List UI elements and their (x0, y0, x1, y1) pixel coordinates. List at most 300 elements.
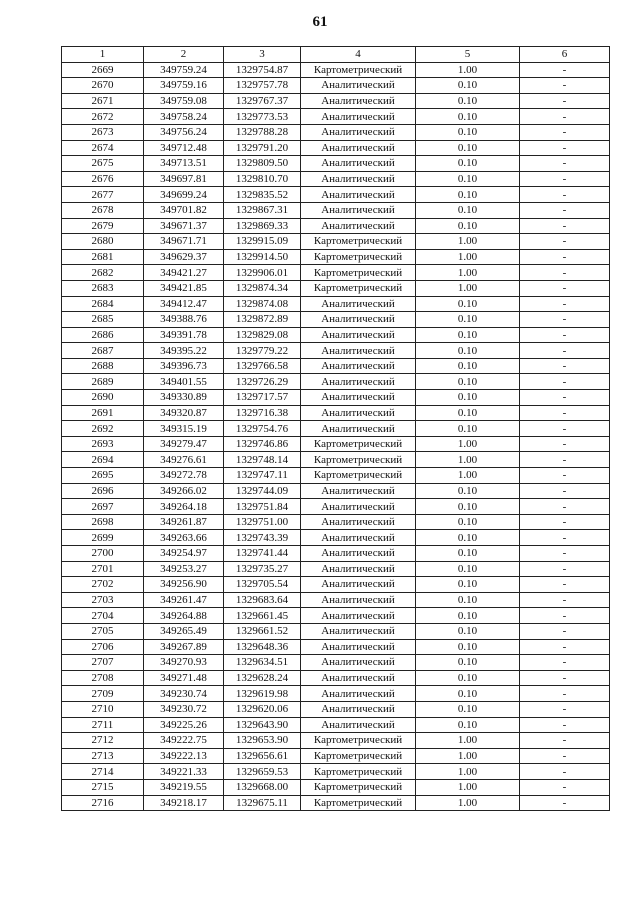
accuracy-cell: 0.10 (416, 421, 520, 437)
point-number-cell: 2685 (62, 312, 144, 328)
method-cell: Аналитический (301, 78, 416, 94)
x-coordinate-cell: 349279.47 (144, 436, 224, 452)
point-number-cell: 2713 (62, 748, 144, 764)
table-row (62, 623, 610, 639)
table-row (62, 234, 610, 250)
table-row (62, 639, 610, 655)
table-row (62, 748, 610, 764)
y-coordinate-cell: 1329741.44 (224, 546, 301, 562)
note-cell: - (520, 452, 610, 468)
point-number-cell: 2679 (62, 218, 144, 234)
point-number-cell: 2683 (62, 280, 144, 296)
y-coordinate-cell: 1329914.50 (224, 249, 301, 265)
method-cell: Картометрический (301, 436, 416, 452)
note-cell: - (520, 592, 610, 608)
y-coordinate-cell: 1329735.27 (224, 561, 301, 577)
table-row (62, 764, 610, 780)
note-cell: - (520, 280, 610, 296)
table-row (62, 327, 610, 343)
table-row (62, 717, 610, 733)
accuracy-cell: 0.10 (416, 140, 520, 156)
table-row (62, 296, 610, 312)
x-coordinate-cell: 349230.74 (144, 686, 224, 702)
table-row (62, 592, 610, 608)
x-coordinate-cell: 349261.47 (144, 592, 224, 608)
accuracy-cell: 0.10 (416, 623, 520, 639)
method-cell: Картометрический (301, 265, 416, 281)
note-cell: - (520, 670, 610, 686)
table-row (62, 608, 610, 624)
method-cell: Аналитический (301, 686, 416, 702)
method-cell: Аналитический (301, 499, 416, 515)
method-cell: Картометрический (301, 779, 416, 795)
coordinates-table (61, 46, 610, 811)
point-number-cell: 2680 (62, 234, 144, 250)
x-coordinate-cell: 349671.71 (144, 234, 224, 250)
y-coordinate-cell: 1329620.06 (224, 701, 301, 717)
x-coordinate-cell: 349221.33 (144, 764, 224, 780)
accuracy-cell: 0.10 (416, 639, 520, 655)
method-cell: Аналитический (301, 374, 416, 390)
accuracy-cell: 0.10 (416, 561, 520, 577)
method-cell: Аналитический (301, 655, 416, 671)
accuracy-cell: 0.10 (416, 483, 520, 499)
note-cell: - (520, 234, 610, 250)
note-cell: - (520, 733, 610, 749)
point-number-cell: 2693 (62, 436, 144, 452)
y-coordinate-cell: 1329648.36 (224, 639, 301, 655)
note-cell: - (520, 764, 610, 780)
table-row (62, 218, 610, 234)
x-coordinate-cell: 349263.66 (144, 530, 224, 546)
method-cell: Аналитический (301, 670, 416, 686)
x-coordinate-cell: 349225.26 (144, 717, 224, 733)
table-row (62, 499, 610, 515)
table-row (62, 405, 610, 421)
method-cell: Картометрический (301, 249, 416, 265)
note-cell: - (520, 265, 610, 281)
method-cell: Картометрический (301, 748, 416, 764)
note-cell: - (520, 124, 610, 140)
column-header: 3 (224, 47, 301, 63)
method-cell: Картометрический (301, 280, 416, 296)
y-coordinate-cell: 1329653.90 (224, 733, 301, 749)
x-coordinate-cell: 349253.27 (144, 561, 224, 577)
y-coordinate-cell: 1329726.29 (224, 374, 301, 390)
x-coordinate-cell: 349261.87 (144, 514, 224, 530)
table-row (62, 280, 610, 296)
table-row (62, 577, 610, 593)
point-number-cell: 2714 (62, 764, 144, 780)
y-coordinate-cell: 1329906.01 (224, 265, 301, 281)
table-row (62, 421, 610, 437)
y-coordinate-cell: 1329766.58 (224, 358, 301, 374)
x-coordinate-cell: 349330.89 (144, 390, 224, 406)
point-number-cell: 2675 (62, 156, 144, 172)
x-coordinate-cell: 349222.75 (144, 733, 224, 749)
note-cell: - (520, 701, 610, 717)
point-number-cell: 2703 (62, 592, 144, 608)
accuracy-cell: 0.10 (416, 124, 520, 140)
method-cell: Картометрический (301, 468, 416, 484)
note-cell: - (520, 312, 610, 328)
note-cell: - (520, 421, 610, 437)
x-coordinate-cell: 349412.47 (144, 296, 224, 312)
note-cell: - (520, 156, 610, 172)
point-number-cell: 2700 (62, 546, 144, 562)
method-cell: Аналитический (301, 530, 416, 546)
y-coordinate-cell: 1329746.86 (224, 436, 301, 452)
method-cell: Аналитический (301, 546, 416, 562)
method-cell: Аналитический (301, 93, 416, 109)
accuracy-cell: 0.10 (416, 546, 520, 562)
y-coordinate-cell: 1329829.08 (224, 327, 301, 343)
y-coordinate-cell: 1329754.87 (224, 62, 301, 78)
y-coordinate-cell: 1329754.76 (224, 421, 301, 437)
note-cell: - (520, 390, 610, 406)
accuracy-cell: 0.10 (416, 592, 520, 608)
page-number: 61 (312, 14, 328, 30)
note-cell: - (520, 358, 610, 374)
y-coordinate-cell: 1329788.28 (224, 124, 301, 140)
method-cell: Картометрический (301, 795, 416, 811)
note-cell: - (520, 468, 610, 484)
point-number-cell: 2694 (62, 452, 144, 468)
method-cell: Аналитический (301, 343, 416, 359)
y-coordinate-cell: 1329757.78 (224, 78, 301, 94)
x-coordinate-cell: 349218.17 (144, 795, 224, 811)
y-coordinate-cell: 1329675.11 (224, 795, 301, 811)
method-cell: Аналитический (301, 639, 416, 655)
point-number-cell: 2671 (62, 93, 144, 109)
x-coordinate-cell: 349271.48 (144, 670, 224, 686)
accuracy-cell: 1.00 (416, 733, 520, 749)
point-number-cell: 2678 (62, 202, 144, 218)
point-number-cell: 2686 (62, 327, 144, 343)
point-number-cell: 2695 (62, 468, 144, 484)
x-coordinate-cell: 349759.16 (144, 78, 224, 94)
table-row (62, 265, 610, 281)
accuracy-cell: 0.10 (416, 187, 520, 203)
x-coordinate-cell: 349629.37 (144, 249, 224, 265)
method-cell: Аналитический (301, 140, 416, 156)
table-header (62, 47, 610, 63)
table-row (62, 701, 610, 717)
accuracy-cell: 1.00 (416, 795, 520, 811)
y-coordinate-cell: 1329717.57 (224, 390, 301, 406)
x-coordinate-cell: 349395.22 (144, 343, 224, 359)
y-coordinate-cell: 1329683.64 (224, 592, 301, 608)
note-cell: - (520, 483, 610, 499)
note-cell: - (520, 499, 610, 515)
method-cell: Картометрический (301, 452, 416, 468)
table-row (62, 78, 610, 94)
accuracy-cell: 1.00 (416, 748, 520, 764)
y-coordinate-cell: 1329716.38 (224, 405, 301, 421)
point-number-cell: 2684 (62, 296, 144, 312)
x-coordinate-cell: 349391.78 (144, 327, 224, 343)
note-cell: - (520, 93, 610, 109)
table-body (62, 62, 610, 811)
x-coordinate-cell: 349671.37 (144, 218, 224, 234)
x-coordinate-cell: 349272.78 (144, 468, 224, 484)
y-coordinate-cell: 1329869.33 (224, 218, 301, 234)
note-cell: - (520, 795, 610, 811)
method-cell: Аналитический (301, 202, 416, 218)
table-row (62, 109, 610, 125)
table-row (62, 561, 610, 577)
accuracy-cell: 0.10 (416, 78, 520, 94)
point-number-cell: 2712 (62, 733, 144, 749)
table-row (62, 124, 610, 140)
y-coordinate-cell: 1329751.00 (224, 514, 301, 530)
y-coordinate-cell: 1329767.37 (224, 93, 301, 109)
x-coordinate-cell: 349315.19 (144, 421, 224, 437)
method-cell: Картометрический (301, 764, 416, 780)
accuracy-cell: 1.00 (416, 436, 520, 452)
y-coordinate-cell: 1329747.11 (224, 468, 301, 484)
point-number-cell: 2674 (62, 140, 144, 156)
accuracy-cell: 1.00 (416, 779, 520, 795)
accuracy-cell: 0.10 (416, 202, 520, 218)
note-cell: - (520, 639, 610, 655)
method-cell: Аналитический (301, 514, 416, 530)
point-number-cell: 2673 (62, 124, 144, 140)
point-number-cell: 2669 (62, 62, 144, 78)
accuracy-cell: 0.10 (416, 530, 520, 546)
accuracy-cell: 0.10 (416, 312, 520, 328)
x-coordinate-cell: 349758.24 (144, 109, 224, 125)
note-cell: - (520, 109, 610, 125)
point-number-cell: 2709 (62, 686, 144, 702)
accuracy-cell: 0.10 (416, 343, 520, 359)
method-cell: Аналитический (301, 701, 416, 717)
point-number-cell: 2676 (62, 171, 144, 187)
table-row (62, 156, 610, 172)
table-row (62, 514, 610, 530)
accuracy-cell: 0.10 (416, 608, 520, 624)
table-row (62, 483, 610, 499)
accuracy-cell: 0.10 (416, 296, 520, 312)
note-cell: - (520, 343, 610, 359)
method-cell: Аналитический (301, 608, 416, 624)
point-number-cell: 2698 (62, 514, 144, 530)
y-coordinate-cell: 1329874.34 (224, 280, 301, 296)
method-cell: Аналитический (301, 124, 416, 140)
x-coordinate-cell: 349230.72 (144, 701, 224, 717)
y-coordinate-cell: 1329628.24 (224, 670, 301, 686)
x-coordinate-cell: 349421.27 (144, 265, 224, 281)
note-cell: - (520, 171, 610, 187)
x-coordinate-cell: 349219.55 (144, 779, 224, 795)
accuracy-cell: 0.10 (416, 701, 520, 717)
table-row (62, 779, 610, 795)
method-cell: Аналитический (301, 296, 416, 312)
table-row (62, 202, 610, 218)
point-number-cell: 2688 (62, 358, 144, 374)
accuracy-cell: 0.10 (416, 109, 520, 125)
table-row (62, 140, 610, 156)
accuracy-cell: 0.10 (416, 514, 520, 530)
column-header: 4 (301, 47, 416, 63)
y-coordinate-cell: 1329915.09 (224, 234, 301, 250)
point-number-cell: 2699 (62, 530, 144, 546)
note-cell: - (520, 686, 610, 702)
point-number-cell: 2701 (62, 561, 144, 577)
method-cell: Аналитический (301, 390, 416, 406)
x-coordinate-cell: 349697.81 (144, 171, 224, 187)
table-row (62, 249, 610, 265)
y-coordinate-cell: 1329748.14 (224, 452, 301, 468)
table-row (62, 171, 610, 187)
point-number-cell: 2705 (62, 623, 144, 639)
x-coordinate-cell: 349267.89 (144, 639, 224, 655)
method-cell: Аналитический (301, 592, 416, 608)
y-coordinate-cell: 1329643.90 (224, 717, 301, 733)
y-coordinate-cell: 1329810.70 (224, 171, 301, 187)
accuracy-cell: 0.10 (416, 717, 520, 733)
method-cell: Аналитический (301, 312, 416, 328)
point-number-cell: 2677 (62, 187, 144, 203)
y-coordinate-cell: 1329779.22 (224, 343, 301, 359)
accuracy-cell: 0.10 (416, 577, 520, 593)
point-number-cell: 2682 (62, 265, 144, 281)
note-cell: - (520, 530, 610, 546)
x-coordinate-cell: 349320.87 (144, 405, 224, 421)
point-number-cell: 2696 (62, 483, 144, 499)
point-number-cell: 2687 (62, 343, 144, 359)
y-coordinate-cell: 1329668.00 (224, 779, 301, 795)
y-coordinate-cell: 1329619.98 (224, 686, 301, 702)
accuracy-cell: 1.00 (416, 234, 520, 250)
method-cell: Картометрический (301, 62, 416, 78)
note-cell: - (520, 514, 610, 530)
note-cell: - (520, 748, 610, 764)
y-coordinate-cell: 1329743.39 (224, 530, 301, 546)
table-row (62, 93, 610, 109)
note-cell: - (520, 187, 610, 203)
note-cell: - (520, 546, 610, 562)
point-number-cell: 2691 (62, 405, 144, 421)
y-coordinate-cell: 1329661.52 (224, 623, 301, 639)
x-coordinate-cell: 349759.08 (144, 93, 224, 109)
method-cell: Аналитический (301, 327, 416, 343)
method-cell: Аналитический (301, 187, 416, 203)
accuracy-cell: 0.10 (416, 93, 520, 109)
method-cell: Аналитический (301, 561, 416, 577)
point-number-cell: 2672 (62, 109, 144, 125)
accuracy-cell: 0.10 (416, 218, 520, 234)
y-coordinate-cell: 1329867.31 (224, 202, 301, 218)
method-cell: Аналитический (301, 623, 416, 639)
column-header: 5 (416, 47, 520, 63)
note-cell: - (520, 655, 610, 671)
note-cell: - (520, 405, 610, 421)
note-cell: - (520, 374, 610, 390)
table-row (62, 733, 610, 749)
table-row (62, 546, 610, 562)
table-row (62, 530, 610, 546)
note-cell: - (520, 327, 610, 343)
accuracy-cell: 0.10 (416, 655, 520, 671)
point-number-cell: 2707 (62, 655, 144, 671)
y-coordinate-cell: 1329874.08 (224, 296, 301, 312)
table-row (62, 187, 610, 203)
note-cell: - (520, 436, 610, 452)
x-coordinate-cell: 349276.61 (144, 452, 224, 468)
method-cell: Аналитический (301, 483, 416, 499)
table-row (62, 795, 610, 811)
point-number-cell: 2710 (62, 701, 144, 717)
x-coordinate-cell: 349699.24 (144, 187, 224, 203)
x-coordinate-cell: 349701.82 (144, 202, 224, 218)
point-number-cell: 2716 (62, 795, 144, 811)
table-row (62, 670, 610, 686)
x-coordinate-cell: 349264.18 (144, 499, 224, 515)
table-row (62, 312, 610, 328)
accuracy-cell: 0.10 (416, 405, 520, 421)
y-coordinate-cell: 1329656.61 (224, 748, 301, 764)
column-header: 1 (62, 47, 144, 63)
accuracy-cell: 0.10 (416, 171, 520, 187)
y-coordinate-cell: 1329634.51 (224, 655, 301, 671)
table-row (62, 374, 610, 390)
method-cell: Аналитический (301, 405, 416, 421)
table-row (62, 686, 610, 702)
method-cell: Аналитический (301, 109, 416, 125)
x-coordinate-cell: 349756.24 (144, 124, 224, 140)
x-coordinate-cell: 349264.88 (144, 608, 224, 624)
method-cell: Аналитический (301, 577, 416, 593)
x-coordinate-cell: 349713.51 (144, 156, 224, 172)
method-cell: Картометрический (301, 234, 416, 250)
point-number-cell: 2690 (62, 390, 144, 406)
table-row (62, 62, 610, 78)
note-cell: - (520, 296, 610, 312)
x-coordinate-cell: 349759.24 (144, 62, 224, 78)
x-coordinate-cell: 349265.49 (144, 623, 224, 639)
point-number-cell: 2681 (62, 249, 144, 265)
note-cell: - (520, 577, 610, 593)
y-coordinate-cell: 1329659.53 (224, 764, 301, 780)
note-cell: - (520, 249, 610, 265)
point-number-cell: 2706 (62, 639, 144, 655)
point-number-cell: 2704 (62, 608, 144, 624)
table-row (62, 343, 610, 359)
method-cell: Аналитический (301, 717, 416, 733)
note-cell: - (520, 62, 610, 78)
y-coordinate-cell: 1329661.45 (224, 608, 301, 624)
x-coordinate-cell: 349254.97 (144, 546, 224, 562)
y-coordinate-cell: 1329705.54 (224, 577, 301, 593)
y-coordinate-cell: 1329773.53 (224, 109, 301, 125)
column-header: 6 (520, 47, 610, 63)
accuracy-cell: 0.10 (416, 374, 520, 390)
accuracy-cell: 1.00 (416, 764, 520, 780)
accuracy-cell: 0.10 (416, 156, 520, 172)
y-coordinate-cell: 1329872.89 (224, 312, 301, 328)
table-row (62, 468, 610, 484)
x-coordinate-cell: 349388.76 (144, 312, 224, 328)
note-cell: - (520, 623, 610, 639)
accuracy-cell: 1.00 (416, 468, 520, 484)
accuracy-cell: 1.00 (416, 280, 520, 296)
y-coordinate-cell: 1329744.09 (224, 483, 301, 499)
accuracy-cell: 1.00 (416, 249, 520, 265)
table-row (62, 358, 610, 374)
point-number-cell: 2702 (62, 577, 144, 593)
note-cell: - (520, 779, 610, 795)
